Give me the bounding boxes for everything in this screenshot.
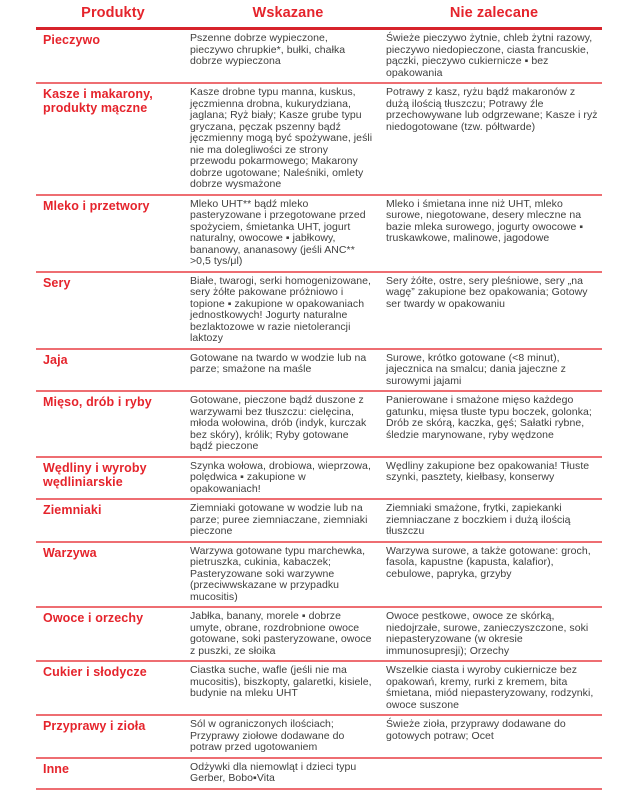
recommended-cell: Gotowane na twardo w wodzie lub na parze; smażone na maśle	[190, 349, 386, 392]
table-header-row	[36, 3, 602, 29]
product-name: Inne	[36, 758, 190, 789]
not-recommended-cell: Wszelkie ciasta i wyroby cukiernicze bez opakowań, kremy, rurki z kremem, bita śmietana, miód niepasteryzowany, rodzynki, owoce suszone	[386, 661, 602, 715]
column-header-not-recommended: Nie zalecane	[386, 3, 602, 29]
diet-table	[36, 3, 602, 790]
product-name: Przyprawy i zioła	[36, 715, 190, 758]
not-recommended-cell: Mleko i śmietana inne niż UHT, mleko surowe, niegotowane, desery mleczne na bazie mleka surowego, jogurty owocowe ▪ truskawkowe, malinowe, jagodowe	[386, 195, 602, 272]
recommended-cell: Pszenne dobrze wypieczone, pieczywo chrupkie*, bułki, chałka dobrze wypieczona	[190, 29, 386, 84]
not-recommended-cell: Ziemniaki smażone, frytki, zapiekanki ziemniaczane z boczkiem i dużą ilością tłuszczu	[386, 499, 602, 542]
table-row	[36, 83, 602, 195]
recommended-cell: Ciastka suche, wafle (jeśli nie ma mucositis), biszkopty, galaretki, kisiele, budynie na mleku UHT	[190, 661, 386, 715]
recommended-cell: Gotowane, pieczone bądź duszone z warzywami bez tłuszczu: cielęcina, młoda wołowina, drób (indyk, kurczak bez skóry), królik; Ryby gotowane bądź pieczone	[190, 391, 386, 457]
recommended-cell: Ziemniaki gotowane w wodzie lub na parze; puree ziemniaczane, ziemniaki pieczone	[190, 499, 386, 542]
recommended-cell: Odżywki dla niemowląt i dzieci typu Gerber, Bobo▪Vita	[190, 758, 386, 789]
table-row	[36, 272, 602, 349]
not-recommended-cell: Świeże pieczywo żytnie, chleb żytni razowy, pieczywo niedopieczone, ciasta francuskie, pączki, pieczywo cukiernicze ▪ bez opakowania	[386, 29, 602, 84]
not-recommended-cell: Wędliny zakupione bez opakowania! Tłuste szynki, pasztety, kiełbasy, konserwy	[386, 457, 602, 500]
not-recommended-cell: Owoce pestkowe, owoce ze skórką, niedojrzałe, surowe, zanieczyszczone, soki niepasteryzowane (w okresie immunosupresji); Orzechy	[386, 607, 602, 661]
product-name: Sery	[36, 272, 190, 349]
not-recommended-cell: Sery żółte, ostre, sery pleśniowe, sery „na wagę” zakupione bez opakowania; Gotowy ser twardy w opakowaniu	[386, 272, 602, 349]
table-row	[36, 349, 602, 392]
recommended-cell: Warzywa gotowane typu marchewka, pietruszka, cukinia, kabaczek; Pasteryzowane soki warzywne (przeciwwskazane w przypadku mucositis)	[190, 542, 386, 608]
table-row	[36, 715, 602, 758]
product-name: Ziemniaki	[36, 499, 190, 542]
table-row	[36, 457, 602, 500]
column-header-recommended: Wskazane	[190, 3, 386, 29]
table-row	[36, 542, 602, 608]
table-row	[36, 29, 602, 84]
table-row	[36, 499, 602, 542]
product-name: Jaja	[36, 349, 190, 392]
recommended-cell: Białe, twarogi, serki homogenizowane, sery żółte pakowane próżniowo i topione ▪ zakupione w opakowaniach jednostkowych! Jogurty naturalne bezlaktozowe w razie nietolerancji laktozy	[190, 272, 386, 349]
product-name: Mięso, drób i ryby	[36, 391, 190, 457]
column-header-products: Produkty	[36, 3, 190, 29]
not-recommended-cell: Warzywa surowe, a także gotowane: groch, fasola, kapustne (kapusta, kalafior), cebulowe, papryka, grzyby	[386, 542, 602, 608]
table-row	[36, 607, 602, 661]
product-name: Warzywa	[36, 542, 190, 608]
not-recommended-cell: Surowe, krótko gotowane (<8 minut), jajecznica na smalcu; dania jajeczne z surowymi jajami	[386, 349, 602, 392]
product-name: Mleko i przetwory	[36, 195, 190, 272]
product-name: Cukier i słodycze	[36, 661, 190, 715]
recommended-cell: Sól w ograniczonych ilościach; Przyprawy ziołowe dodawane do potraw przed ugotowaniem	[190, 715, 386, 758]
product-name: Kasze i makarony, produkty mączne	[36, 83, 190, 195]
recommended-cell: Mleko UHT** bądź mleko pasteryzowane i przegotowane przed spożyciem, śmietanka UHT, jogurt naturalny, owocowe ▪ jabłkowy, bananowy, ananasowy (jeśli ANC** >0,5 tys/μl)	[190, 195, 386, 272]
not-recommended-cell: Świeże zioła, przyprawy dodawane do gotowych potraw; Ocet	[386, 715, 602, 758]
table-row	[36, 391, 602, 457]
table-row	[36, 661, 602, 715]
recommended-cell: Jabłka, banany, morele ▪ dobrze umyte, obrane, rozdrobnione owoce gotowane, soki pasteryzowane, owoce z puszki, ze słoika	[190, 607, 386, 661]
product-name: Pieczywo	[36, 29, 190, 84]
table-row	[36, 195, 602, 272]
not-recommended-cell	[386, 758, 602, 789]
not-recommended-cell: Panierowane i smażone mięso każdego gatunku, mięsa tłuste typu boczek, golonka; Drób ze skórą, kaczka, gęś; Sałatki rybne, śledzie marynowane, ryby wędzone	[386, 391, 602, 457]
product-name: Owoce i orzechy	[36, 607, 190, 661]
not-recommended-cell: Potrawy z kasz, ryżu bądź makaronów z dużą ilością tłuszczu; Potrawy źle przechowywane lub odgrzewane; Kasze i ryż niedogotowane (tzw. półtwarde)	[386, 83, 602, 195]
recommended-cell: Kasze drobne typu manna, kuskus, jęczmienna drobna, kukurydziana, jaglana; Ryż biały; Kasze grube typu gryczana, pęczak pszenny bądź jęczmienny mogą być spożywane, jeśli nie ma dolegliwości ze strony przewodu pokarmowego; Makarony dobrze ugotowane; Naleśniki, omlety dobrze wysmażone	[190, 83, 386, 195]
product-name: Wędliny i wyroby wędliniarskie	[36, 457, 190, 500]
table-row	[36, 758, 602, 789]
recommended-cell: Szynka wołowa, drobiowa, wieprzowa, polędwica ▪ zakupione w opakowaniach!	[190, 457, 386, 500]
